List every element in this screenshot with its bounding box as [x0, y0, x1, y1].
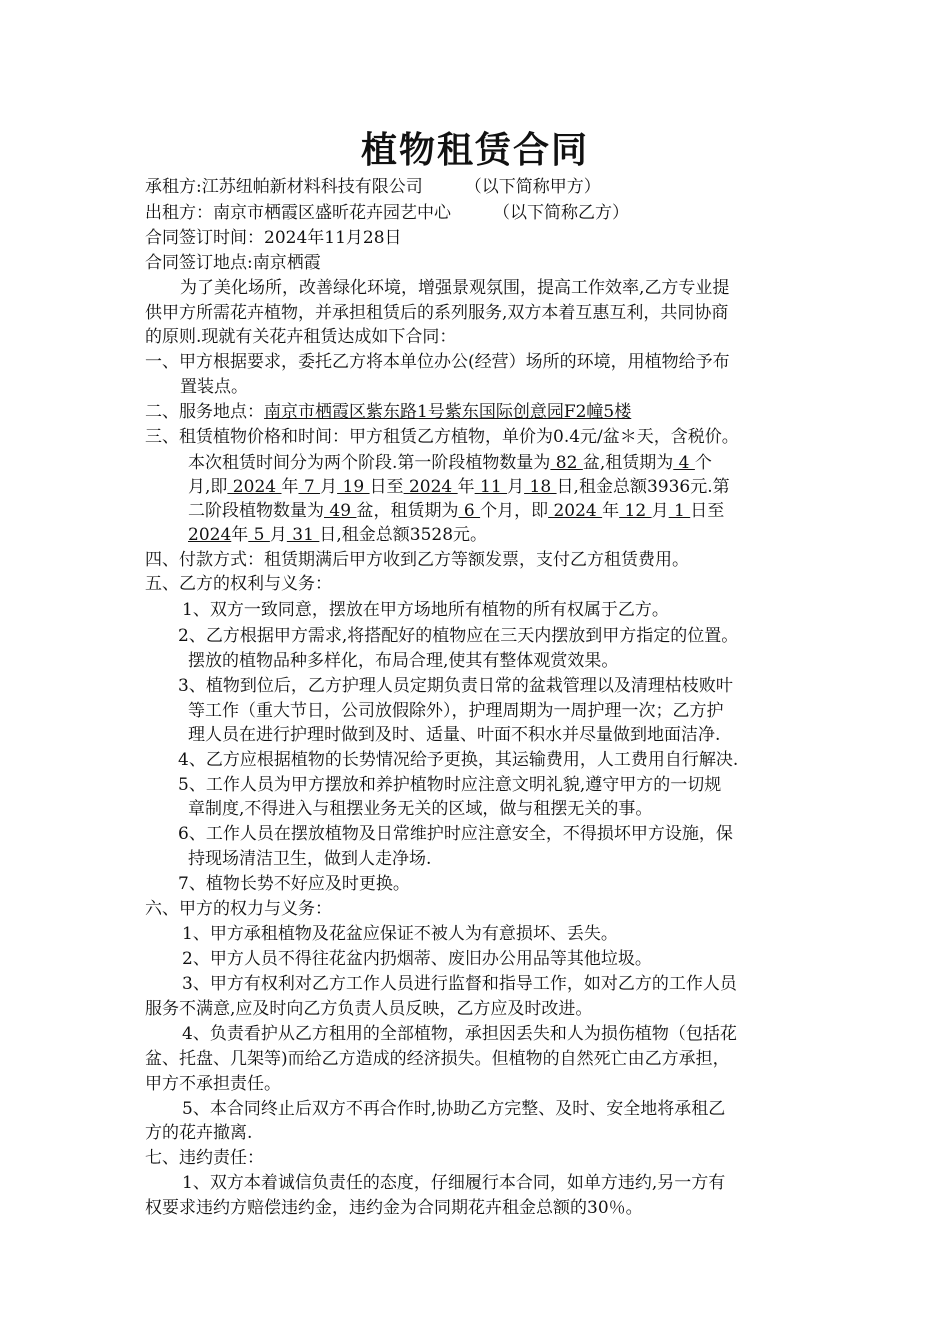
- text-fragment: 月: [507, 477, 525, 497]
- section-6-item: 3、甲方有权利对乙方工作人员进行监督和指导工作，如对乙方的工作人员: [182, 974, 737, 994]
- filled-value: 31: [286, 525, 320, 545]
- section-5-item: 持现场清洁卫生，做到人走净场.: [188, 849, 432, 869]
- document-title: 植物租赁合同: [360, 129, 589, 171]
- section-2-line: [145, 400, 631, 424]
- text-fragment: 月: [651, 501, 669, 521]
- section-3-line: [188, 499, 724, 523]
- text-fragment: 年: [602, 501, 620, 521]
- section-5-item: 7、植物长势不好应及时更换。: [178, 874, 410, 894]
- filled-value: 82: [550, 453, 583, 473]
- section-6-item: 方的花卉撤离.: [145, 1123, 253, 1143]
- section-5-item: 摆放的植物品种多样化，布局合理,使其有整体观赏效果。: [188, 651, 619, 671]
- lessee-line: [145, 175, 601, 199]
- section-7-item: 1、双方本着诚信负责任的态度，仔细履行本合同，如单方违约,另一方有: [182, 1173, 726, 1193]
- lessor-line: [145, 201, 629, 225]
- section-3-line: [188, 475, 730, 499]
- intro-line: 供甲方所需花卉植物，并承担租赁后的系列服务,双方本着互惠互利，共同协商: [145, 303, 729, 323]
- section-6-item: 5、本合同终止后双方不再合作时,协助乙方完整、及时、安全地将承租乙: [182, 1099, 726, 1119]
- section-4-line: 四、付款方式：租赁期满后甲方收到乙方等额发票，支付乙方租赁费用。: [145, 550, 689, 570]
- service-location-label: 二、服务地点：: [145, 402, 264, 422]
- section-5-item: 等工作（重大节日，公司放假除外），护理周期为一周护理一次；乙方护: [188, 701, 724, 721]
- section-6-heading: 六、甲方的权力与义务：: [145, 899, 332, 919]
- section-7-item: 权要求违约方赔偿违约金，违约金为合同期花卉租金总额的30％。: [145, 1198, 643, 1218]
- filled-value: 12: [619, 501, 652, 521]
- text-fragment: 二阶段植物数量为: [188, 501, 324, 521]
- section-5-item: 理人员在进行护理时做到及时、适量、叶面不积水并尽量做到地面洁净.: [188, 725, 721, 745]
- section-6-item: 服务不满意,应及时向乙方负责人员反映，乙方应及时改进。: [145, 999, 593, 1019]
- filled-value: 7: [298, 477, 321, 497]
- text-fragment: 年: [281, 477, 299, 497]
- filled-value: 18: [524, 477, 557, 497]
- section-6-item: 甲方不承担责任。: [145, 1074, 281, 1094]
- section-5-item: 6、工作人员在摆放植物及日常维护时应注意安全，不得损坏甲方设施，保: [178, 824, 733, 844]
- filled-value: 4: [673, 453, 695, 473]
- section-5-item: 2、乙方根据甲方需求,将搭配好的植物应在三天内摆放到甲方指定的位置。: [178, 626, 739, 646]
- filled-value: 1: [668, 501, 691, 521]
- text-fragment: 盆,租赁期为: [582, 453, 674, 473]
- section-5-item: 1、双方一致同意，摆放在甲方场地所有植物的所有权属于乙方。: [182, 600, 669, 620]
- section-1-line: 一、甲方根据要求，委托乙方将本单位办公(经营）场所的环境，用植物给予布: [145, 352, 730, 372]
- text-fragment: 盆，租赁期为: [356, 501, 459, 521]
- filled-value: 5: [248, 525, 270, 545]
- filled-value: 49: [324, 501, 357, 521]
- section-6-item: 1、甲方承租植物及花盆应保证不被人为有意损坏、丢失。: [182, 924, 618, 944]
- section-1-line: 置装点。: [180, 377, 248, 397]
- text-fragment: 年: [231, 525, 249, 545]
- text-fragment: 日,租金总额3528元。: [319, 525, 488, 545]
- text-fragment: 个月，即: [480, 501, 549, 521]
- lessor-note: （以下简称乙方）: [493, 203, 629, 223]
- filled-value: 2024: [188, 525, 232, 545]
- filled-value: 6: [458, 501, 481, 521]
- text-fragment: 月,即: [188, 477, 228, 497]
- section-5-item: 5、工作人员为甲方摆放和养护植物时应注意文明礼貌,遵守甲方的一切规: [178, 775, 722, 795]
- section-6-item: 盆、托盘、几架等)而给乙方造成的经济损失。但植物的自然死亡由乙方承担，: [145, 1049, 730, 1069]
- text-fragment: 月: [320, 477, 338, 497]
- section-5-heading: 五、乙方的权利与义务：: [145, 574, 332, 594]
- filled-value: 2024: [227, 477, 282, 497]
- filled-value: 11: [474, 477, 508, 497]
- section-3-line: [188, 451, 712, 475]
- section-7-heading: 七、违约责任：: [145, 1148, 264, 1168]
- section-3-line: [188, 523, 487, 547]
- filled-value: 2024: [403, 477, 458, 497]
- text-fragment: 本次租赁时间分为两个阶段.第一阶段植物数量为: [188, 453, 551, 473]
- filled-value: 19: [337, 477, 370, 497]
- text-fragment: 月: [269, 525, 287, 545]
- section-6-item: 2、甲方人员不得往花盆内扔烟蒂、废旧办公用品等其他垃圾。: [182, 949, 652, 969]
- lessor-text: 出租方：南京市栖霞区盛昕花卉园艺中心: [145, 203, 451, 223]
- intro-line: 为了美化场所，改善绿化环境，增强景观氛围，提高工作效率,乙方专业提: [180, 278, 730, 298]
- filled-value: 2024: [548, 501, 603, 521]
- section-3-line: 三、租赁植物价格和时间：甲方租赁乙方植物，单价为0.4元/盆＊天，含税价。: [145, 427, 739, 447]
- lessee-note: （以下简称甲方）: [464, 177, 601, 197]
- text-fragment: 个: [694, 453, 712, 473]
- sign-time: 合同签订时间：2024年11月28日: [145, 228, 402, 248]
- text-fragment: 日至: [690, 501, 725, 521]
- text-fragment: 日,租金总额3936元.第: [556, 477, 730, 497]
- intro-line: 的原则.现就有关花卉租赁达成如下合同：: [145, 327, 457, 347]
- section-6-item: 4、负责看护从乙方租用的全部植物，承担因丢失和人为损伤植物（包括花: [182, 1024, 737, 1044]
- lessee-text: 承租方:江苏纽帕新材料科技有限公司: [145, 177, 423, 197]
- sign-place: 合同签订地点:南京栖霞: [145, 253, 321, 273]
- section-5-item: 4、乙方应根据植物的长势情况给予更换，其运输费用，人工费用自行解决.: [178, 750, 739, 770]
- text-fragment: 年: [457, 477, 475, 497]
- section-5-item: 章制度,不得进入与租摆业务无关的区域，做与租摆无关的事。: [188, 799, 653, 819]
- text-fragment: 日至: [369, 477, 404, 497]
- section-5-item: 3、植物到位后，乙方护理人员定期负责日常的盆栽管理以及清理枯枝败叶: [178, 676, 733, 696]
- service-address: 南京市栖霞区紫东路1号紫东国际创意园F2幢5楼: [264, 402, 632, 422]
